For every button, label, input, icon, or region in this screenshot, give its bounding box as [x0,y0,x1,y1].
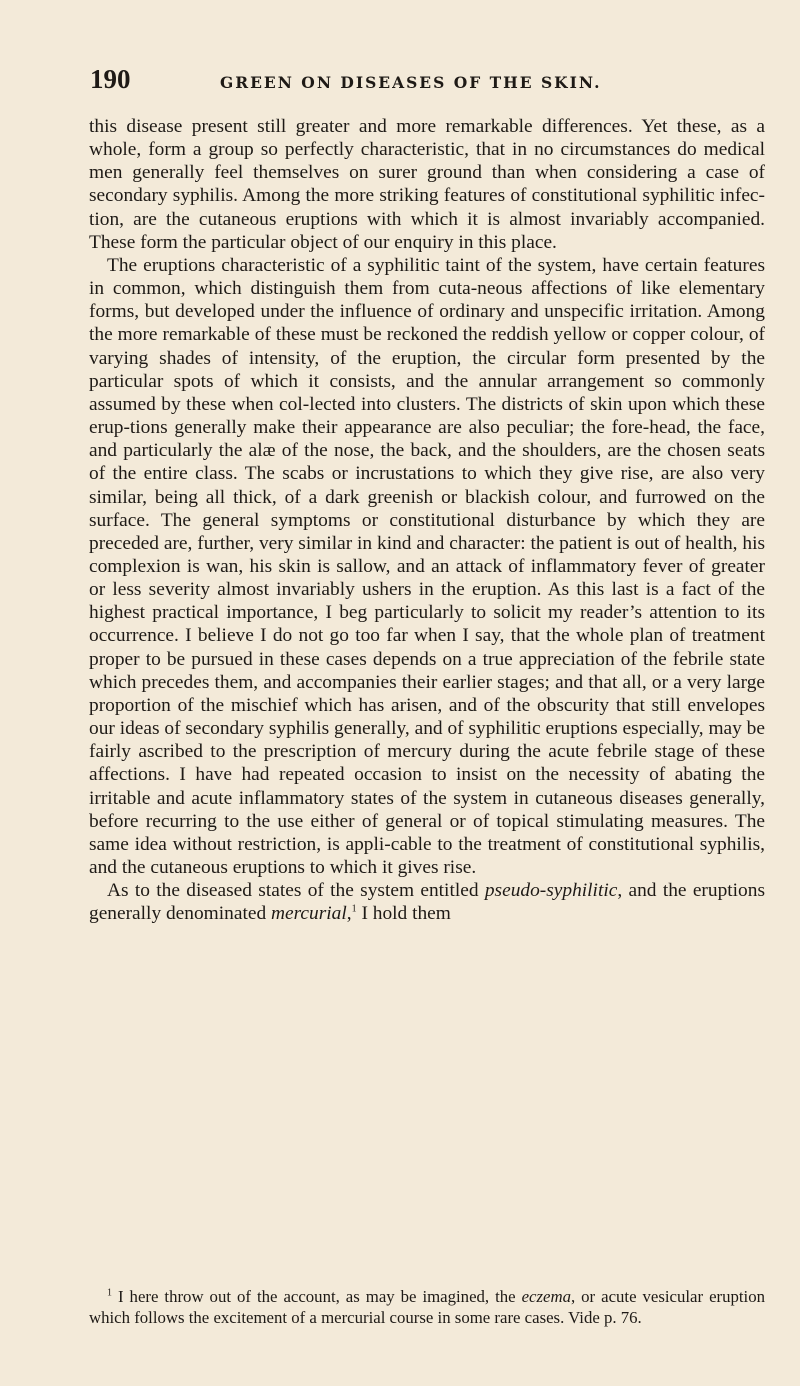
paragraph-1: this disease present still greater and more remarkable differences. Yet these, as a whole, form a group so perfectly characteristic, that in no circumstances do medical men generally feel themselves on surer ground than when considering a case of secondary syphilis. Among the more striking features of constitutional syphilitic infec-tion, are the cutaneous eruptions with which it is almost invariably accompanied. These form the particular object of our enquiry in this place. [89,116,765,253]
footnote [89,1286,765,1328]
term-mercurial: mercurial [271,903,347,925]
footnote-text [89,1286,765,1328]
footnote-text-a: I here throw out of the account, as may be imagined, the [112,1287,522,1306]
term-pseudo-syphilitic: pseudo-syphilitic [484,880,618,902]
body-text [89,115,765,925]
footnote-reference: 1 [351,903,357,915]
page-number: 190 [90,64,131,94]
paragraph-2: The eruptions characteristic of a syphilitic taint of the system, have certain features in common, which distinguish them from cuta-neous affections of like elementary forms, but developed under the influence of ordinary and unspecific irritation. Among the more remarkable of these must be reckoned the reddish yellow or copper colour, of varying shades of intensity, of the eruption, the circular form presented by the particular spots of which it consists, and the annular arrangement so commonly assumed by these when col-lected into clusters. The districts of skin upon which these erup-tions generally make their appearance are also peculiar; the fore-head, the face, and particularly the alæ of the nose, the back, and the shoulders, are the chosen seats of the entire class. The scabs or incrustations to which they give rise, are also very similar, being all thick, of a dark greenish or blackish colour, and furrowed on the surface. The general symptoms or constitutional disturbance by which they are preceded are, further, very similar in kind and character: the patient is out of health, his complexion is wan, his skin is sallow, and an attack of inflammatory fever of greater or less severity almost invariably ushers in the eruption. As this last is a fact of the highest practical importance, I beg particularly to solicit my reader’s attention to its occurrence. I believe I do not go too far when I say, that the whole plan of treatment proper to be pursued in these cases depends on a true appreciation of the febrile state which precedes them, and accompanies their earlier stages; and that all, or a very large proportion of the mischief which has arisen, and of the obscurity that still envelopes our ideas of secondary syphilis generally, and of syphilitic eruptions especially, may be fairly ascribed to the prescription of mercury during the acute febrile stage of these affections. I have had repeated occasion to insist on the necessity of abating the irritable and acute inflammatory states of the system in cutaneous diseases generally, before recurring to the use either of general or of topical stimulating measures. The same idea without restriction, is appli-cable to the treatment of constitutional syphilis, and the cutaneous eruptions to which it gives rise. [89,254,765,878]
footnote-term-eczema: eczema [521,1287,571,1306]
paragraph-3-text-a: As to the diseased states of the system entitled [107,880,485,902]
paragraph-3: As to the diseased states of the system entitled pseudo-syphilitic, and the eruptions generally denominated mercurial,$^1$ I hold them [89,880,765,925]
paragraph-3-text-c: I hold them [356,903,451,925]
page-header [90,64,730,95]
paragraph-3-text-b: , and the eruptions generally denominated [89,880,765,925]
footnote-marker: 1 [107,1287,112,1299]
footnote-text-b: , or acute vesicular eruption which follows the excitement of a mercurial course in some rare cases. Vide p. 76. [89,1287,765,1327]
running-title: GREEN ON DISEASES OF THE SKIN. [220,73,602,92]
